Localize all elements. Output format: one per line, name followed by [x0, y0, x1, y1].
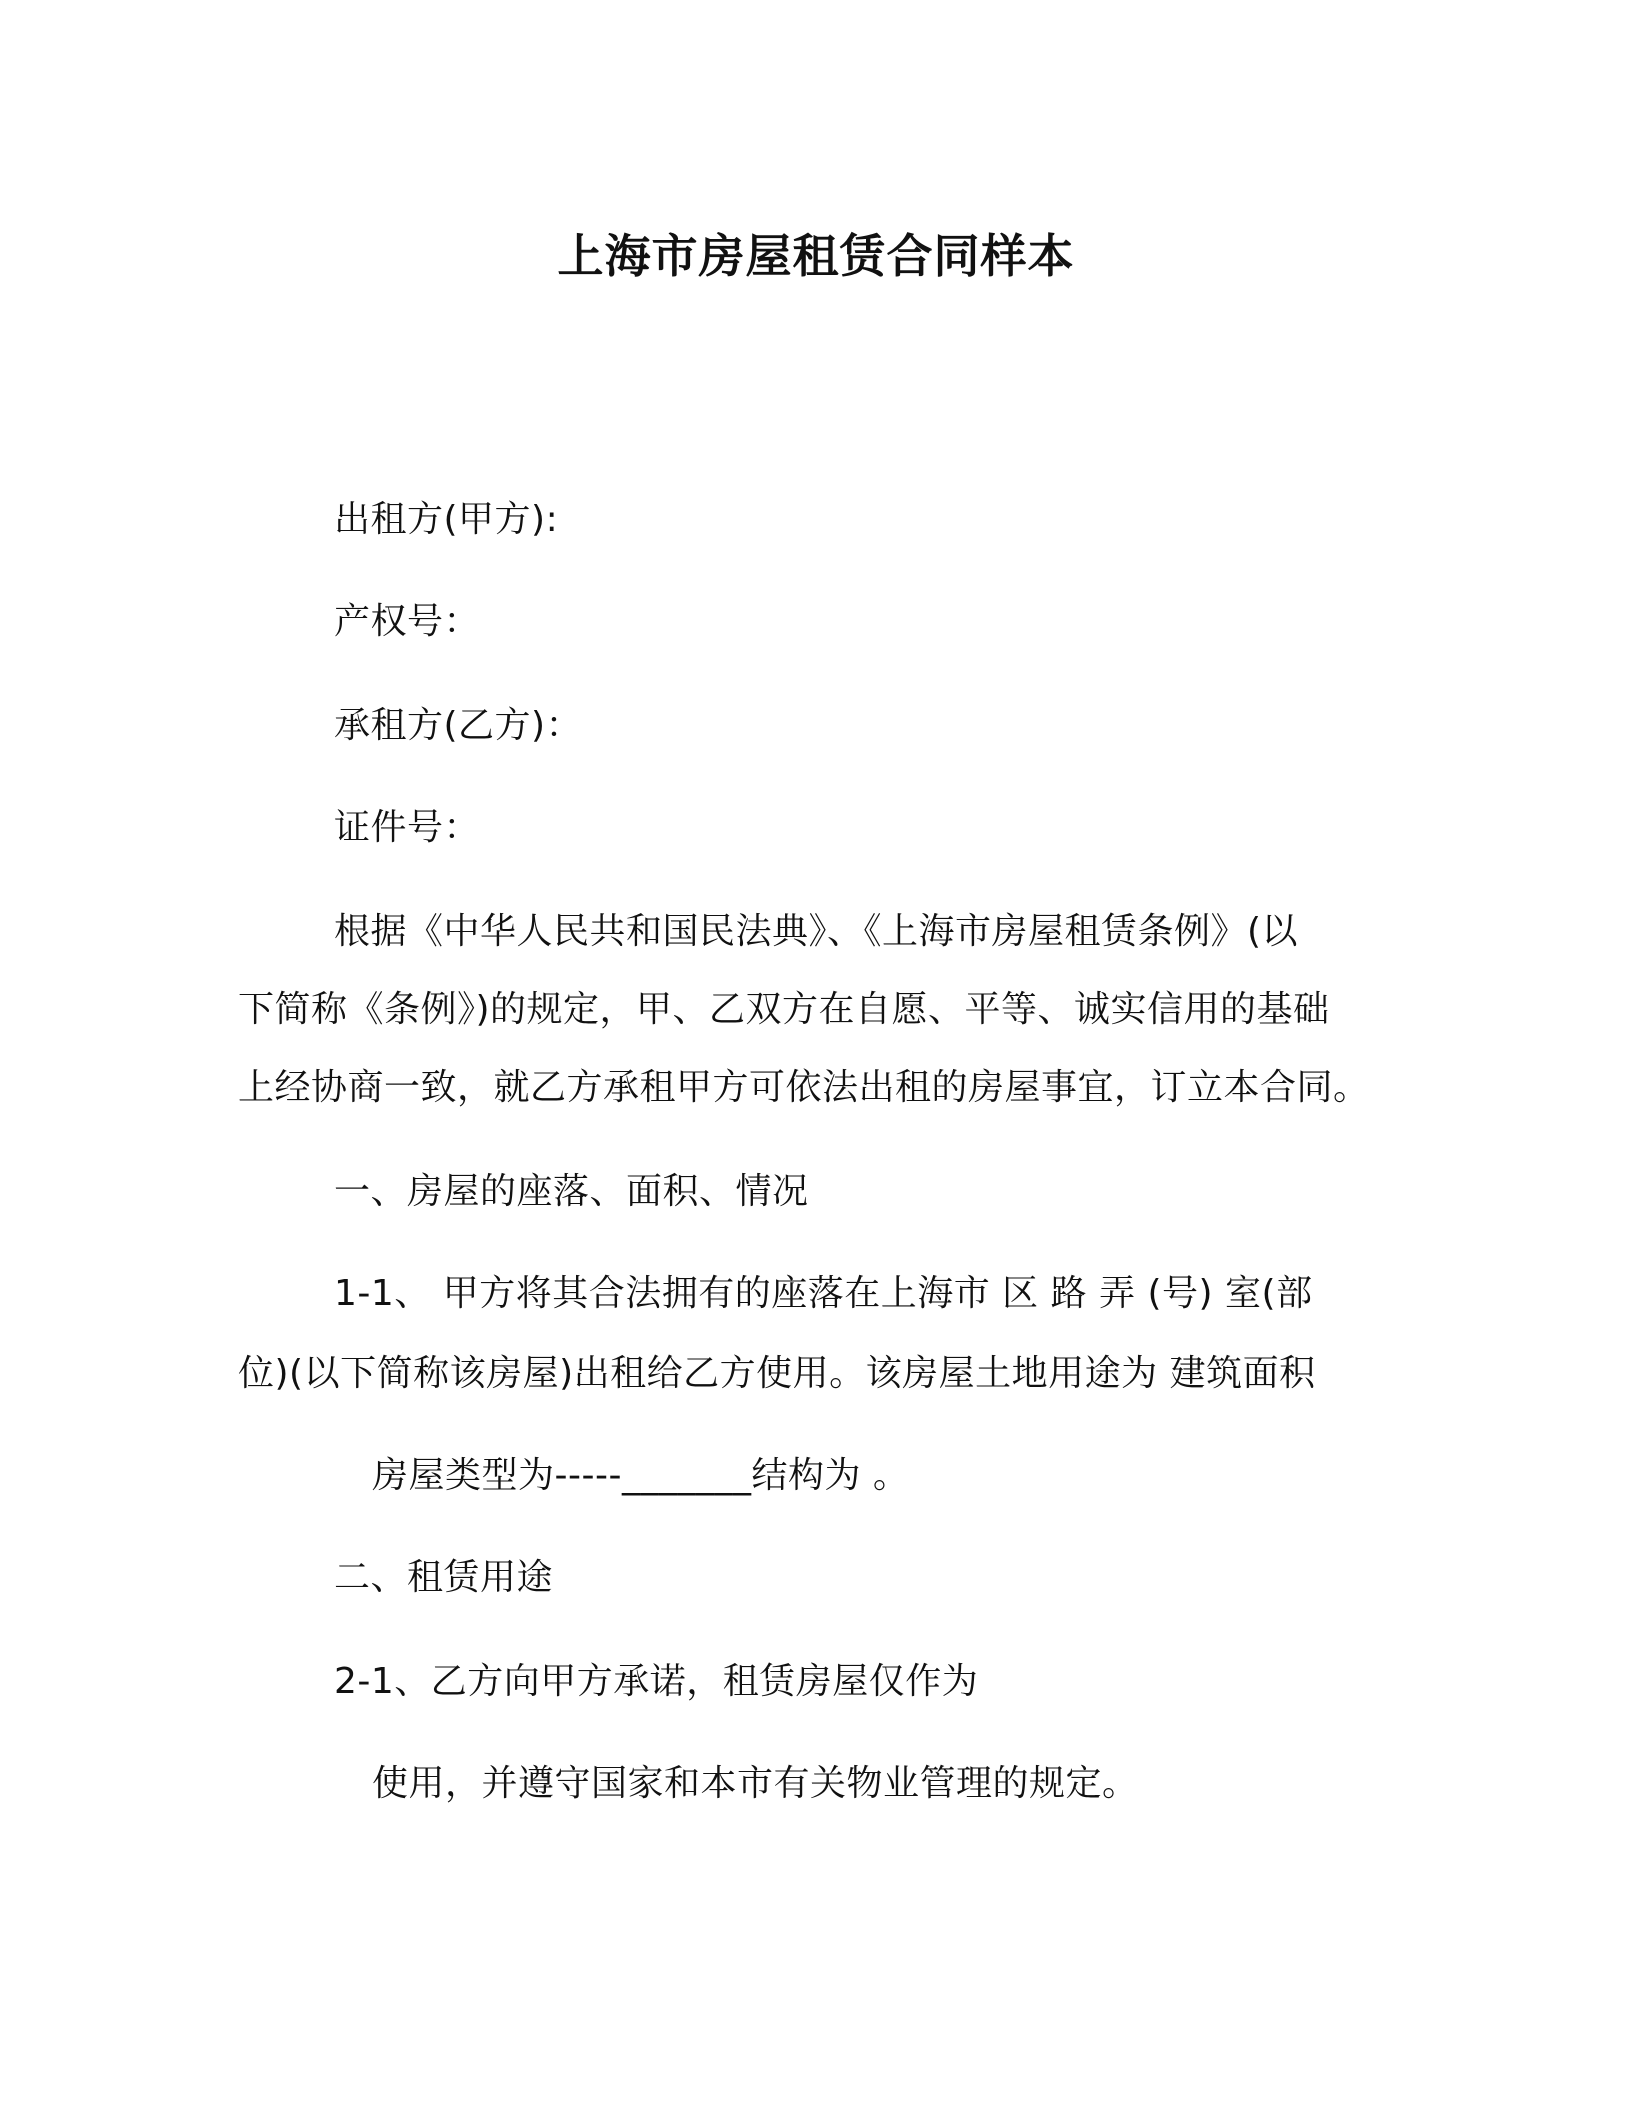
clause-2-1-line-1: 2-1、乙方向甲方承诺，租赁房屋仅作为: [334, 1661, 979, 1702]
section-2-heading: 二、租赁用途: [334, 1557, 554, 1598]
clause-1-1-line-1: 1-1、 甲方将其合法拥有的座落在上海市 区 路 弄 (号) 室(部: [334, 1273, 1313, 1314]
preamble-line-3: 上经协商一致，就乙方承租甲方可依法出租的房屋事宜，订立本合同。: [238, 1067, 1370, 1108]
lessor-label: 出租方(甲方):: [334, 499, 559, 540]
clause-2-1-line-2: 使用，并遵守国家和本市有关物业管理的规定。: [372, 1763, 1139, 1804]
id-no-label: 证件号：: [334, 807, 481, 848]
preamble-line-1: 根据《中华人民共和国民法典》、《上海市房屋租赁条例》(以: [334, 911, 1299, 952]
clause-1-1-line-3: 房屋类型为-----_______结构为 。: [372, 1455, 910, 1496]
section-1-heading: 一、房屋的座落、面积、情况: [334, 1171, 809, 1212]
property-no-label: 产权号：: [334, 601, 481, 642]
clause-1-1-line-2: 位)(以下简称该房屋)出租给乙方使用。该房屋土地用途为 建筑面积: [238, 1353, 1316, 1394]
lessee-label: 承租方(乙方)：: [334, 705, 583, 746]
preamble-line-2: 下简称《条例》)的规定，甲、乙双方在自愿、平等、诚实信用的基础: [238, 989, 1330, 1030]
document-title: 上海市房屋租赁合同样本: [557, 229, 1075, 283]
